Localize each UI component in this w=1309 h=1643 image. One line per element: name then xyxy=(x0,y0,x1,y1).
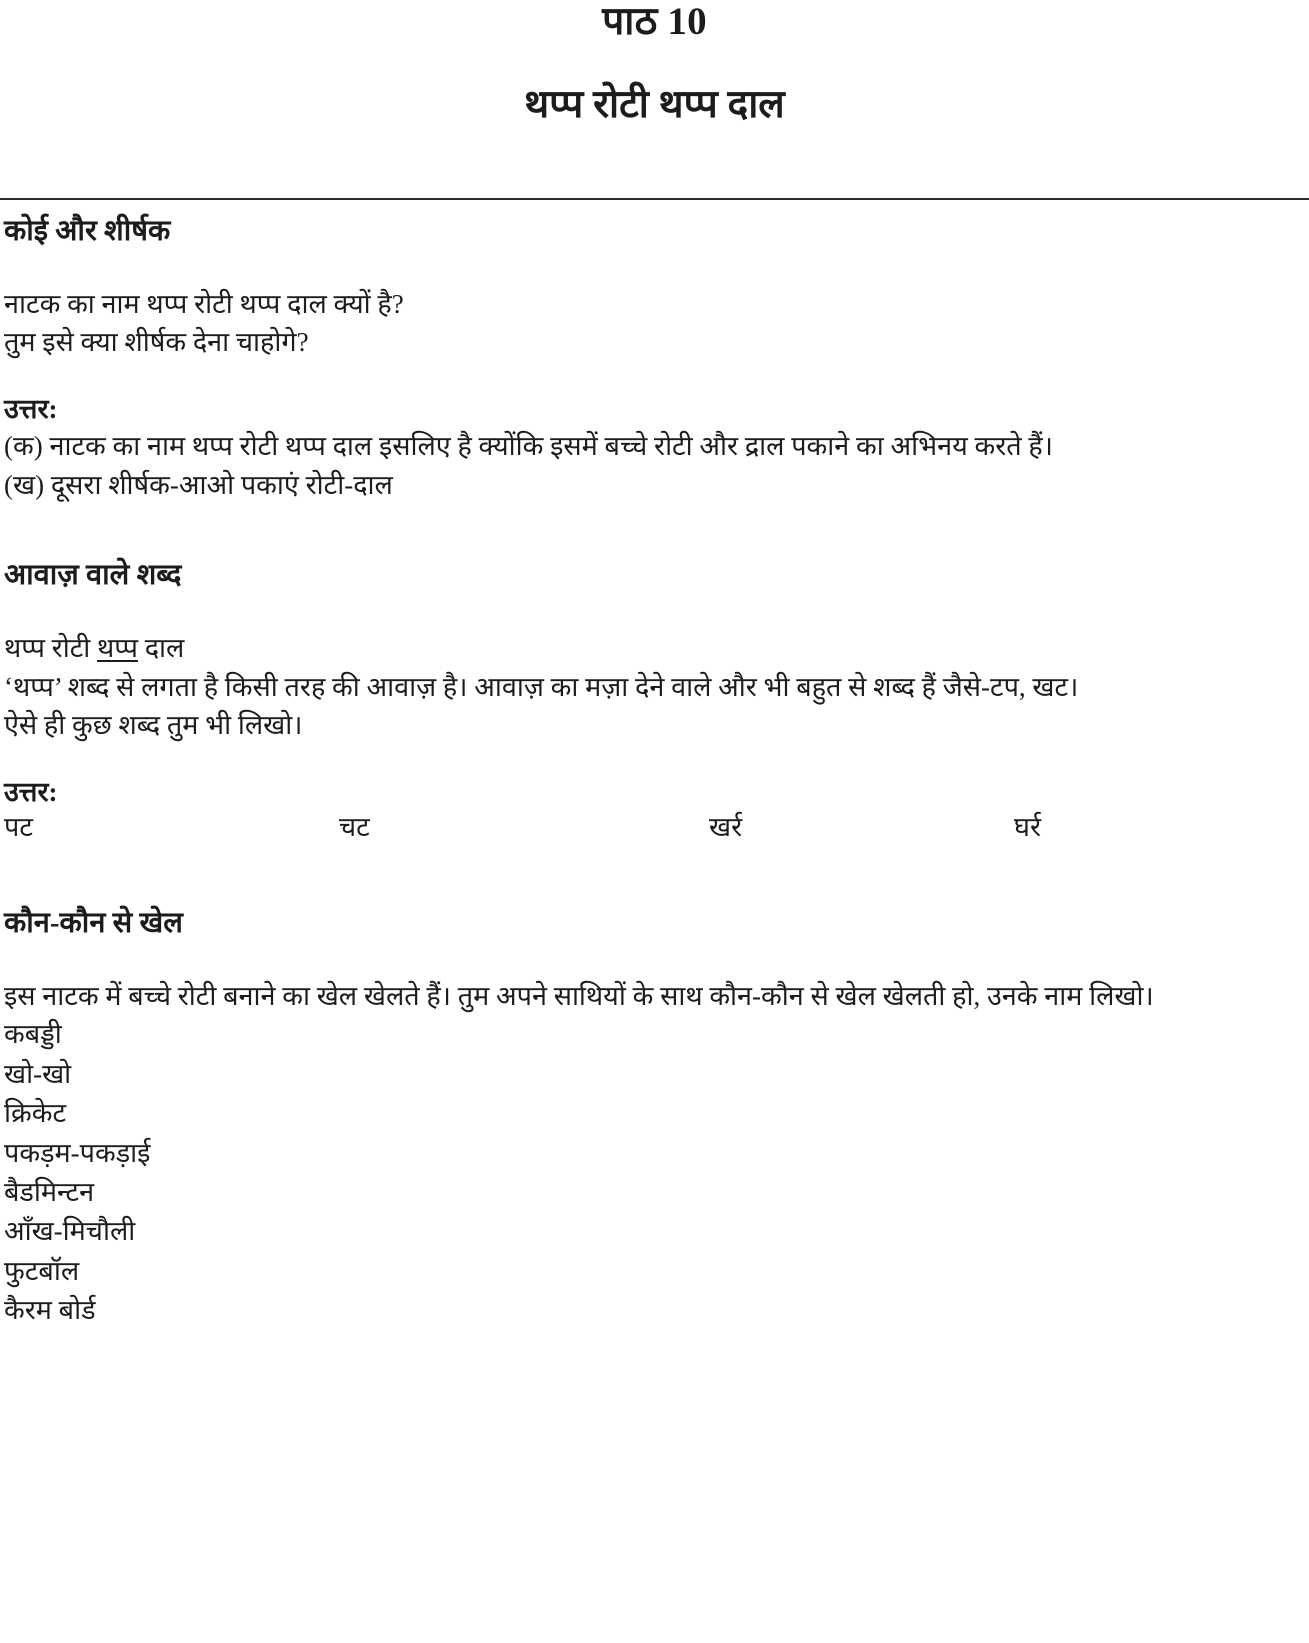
section-heading-kaun-kaun-se-khel: कौन-कौन से खेल xyxy=(4,907,183,940)
answer-line-ka: (क) नाटक का नाम थप्प रोटी थप्प दाल इसलिए है क्योंकि इसमें बच्चे रोटी और द्राल पकाने का अभिनय करते हैं। xyxy=(4,431,1053,462)
question-line: नाटक का नाम थप्प रोटी थप्प दाल क्यों है? xyxy=(4,288,404,319)
sound-word: चट xyxy=(339,812,370,843)
spacer xyxy=(4,941,1303,977)
list-item: कबड्डी xyxy=(4,1019,62,1050)
spacer xyxy=(4,249,1303,285)
sound-word: खर्र xyxy=(709,812,743,843)
answer-label: उत्तर: xyxy=(4,776,58,807)
sample-sound-line xyxy=(4,629,1303,668)
sample-line-after: दाल xyxy=(137,633,185,664)
spacer xyxy=(4,745,1303,775)
list-item: आँख-मिचौली xyxy=(4,1216,136,1247)
question-line: तुम इसे क्या शीर्षक देना चाहोगे? xyxy=(4,327,309,358)
question-line: इस नाटक में बच्चे रोटी बनाने का खेल खेलते हैं। तुम अपने साथियों के साथ कौन-कौन से खेल खेलती हो, उनके नाम लिखो। xyxy=(4,980,1154,1011)
list-item: पकड़म-पकड़ाई xyxy=(4,1137,151,1168)
sound-word: पट xyxy=(4,812,33,843)
sample-line-underlined-word: थप्प xyxy=(97,633,138,664)
spacer xyxy=(4,593,1303,629)
document-body xyxy=(0,198,1309,1331)
list-item: क्रिकेट xyxy=(4,1098,67,1129)
sound-word: घर्र xyxy=(1014,812,1041,843)
answer-line-kha: (ख) दूसरा शीर्षक-आओ पकाएं रोटी-दाल xyxy=(4,469,393,500)
page-title: थप्प रोटी थप्प दाल xyxy=(524,82,785,126)
sample-line-before: थप्प रोटी xyxy=(4,633,98,664)
sound-words-row xyxy=(4,810,1303,852)
list-item: फुटबॉल xyxy=(4,1255,80,1286)
question-line: ‘थप्प’ शब्द से लगता है किसी तरह की आवाज़ है। आवाज़ का मज़ा देने वाले और भी बहुत से शब्द हैं जैसे-टप, खट। xyxy=(4,671,1079,702)
list-item: बैडमिन्टन xyxy=(4,1177,95,1208)
list-item: कैरम बोर्ड xyxy=(4,1295,96,1326)
spacer xyxy=(4,362,1303,392)
answer-label: उत्तर: xyxy=(4,394,58,425)
list-item: खो-खो xyxy=(4,1058,72,1089)
section-heading-awaz-wale-shabd: आवाज़ वाले शब्द xyxy=(4,559,182,592)
section-heading-koi-aur-shirshak: कोई और शीर्षक xyxy=(4,215,171,247)
title-block xyxy=(0,0,1309,126)
lesson-number: पाठ 10 xyxy=(602,0,707,43)
games-list xyxy=(4,1015,1303,1330)
question-line: ऐसे ही कुछ शब्द तुम भी लिखो। xyxy=(4,710,303,741)
